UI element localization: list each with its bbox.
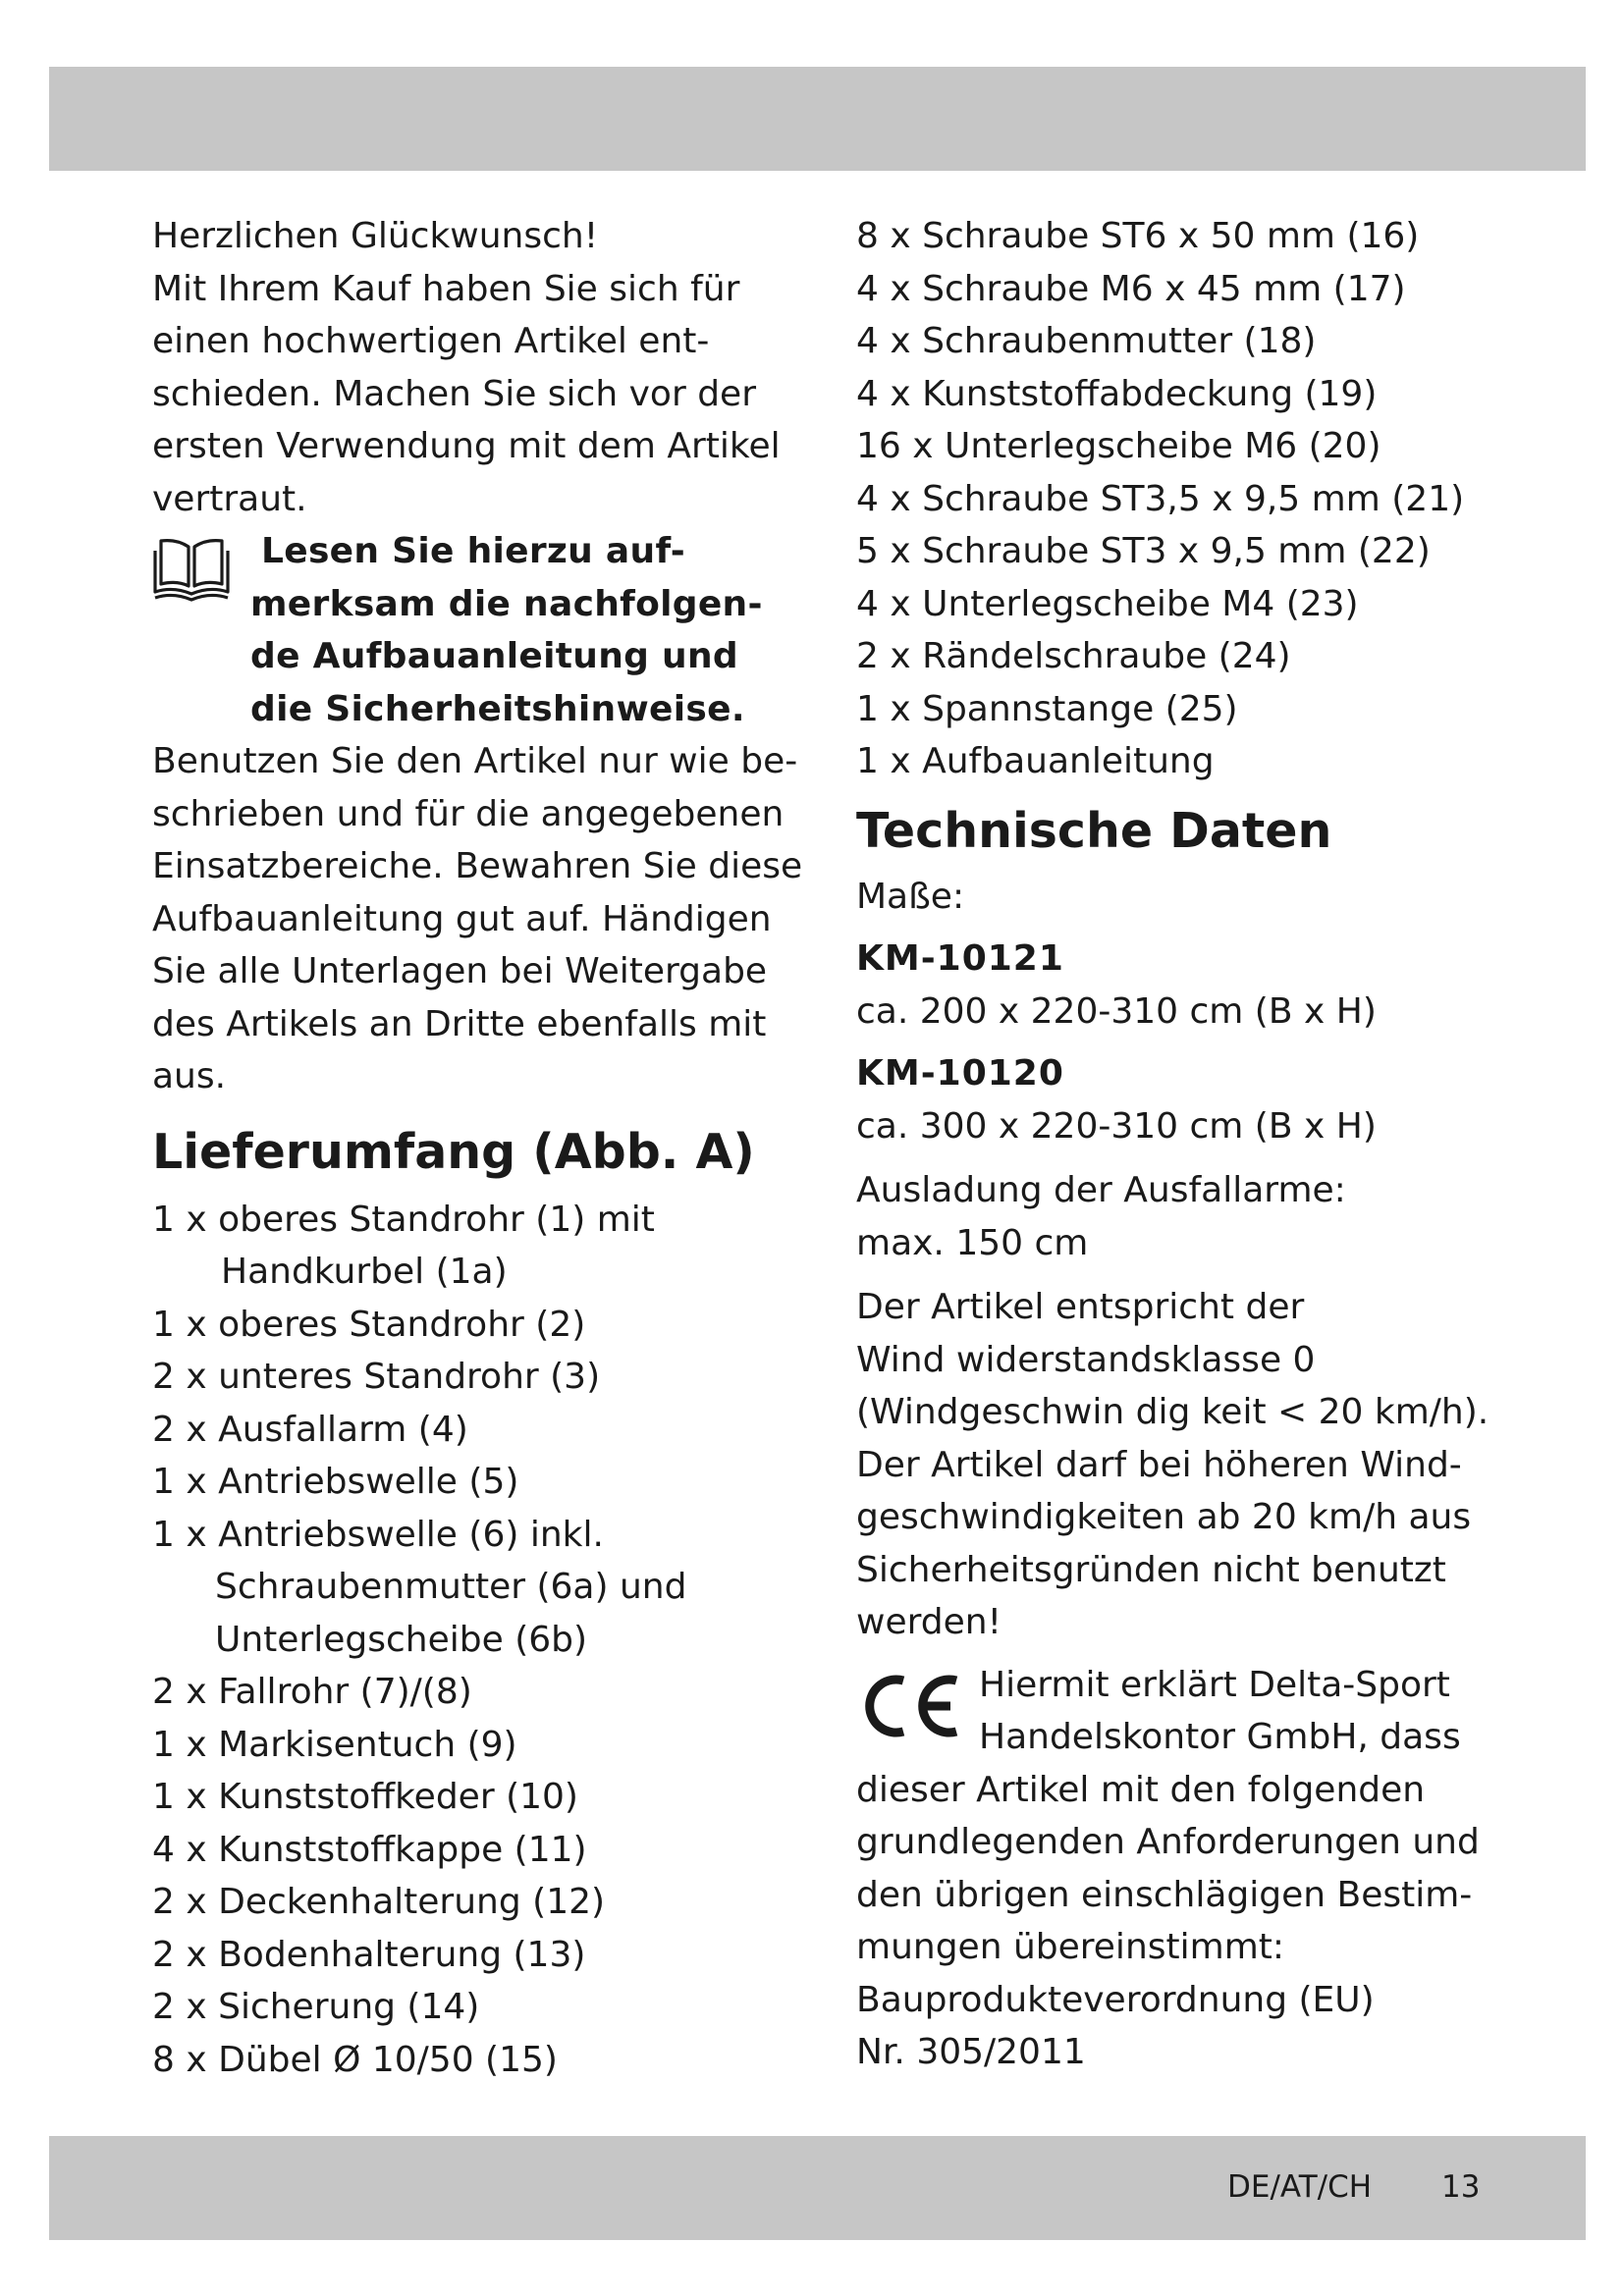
scope-item: 1 x oberes Standrohr (1) mit: [152, 1199, 655, 1240]
usage-line: schrieben und für die angegebenen: [152, 793, 785, 834]
usage-line: des Artikels an Dritte ebenfalls mit: [152, 1003, 767, 1044]
scope-item: 4 x Schraube M6 x 45 mm (17): [856, 268, 1406, 309]
wind-paragraph: [856, 1281, 1494, 1649]
conformity-paragraph: [856, 1764, 1494, 2079]
usage-line: Aufbauanleitung gut auf. Händigen: [152, 898, 772, 939]
usage-line: Einsatzbereiche. Bewahren Sie diese: [152, 846, 803, 886]
scope-item: 4 x Schraubenmutter (18): [856, 321, 1317, 361]
wind-line: werden!: [856, 1602, 1002, 1642]
wind-line: geschwindigkeiten ab 20 km/h aus: [856, 1497, 1472, 1537]
intro-line: einen hochwertigen Artikel ent-: [152, 321, 710, 361]
scope-item: 1 x Markisentuch (9): [152, 1724, 517, 1765]
ce-line: Handelskontor GmbH, dass: [979, 1717, 1461, 1757]
ce-declaration: [856, 1659, 1494, 1764]
scope-item: 4 x Unterlegscheibe M4 (23): [856, 583, 1359, 624]
scope-list-continued: [856, 210, 1494, 788]
scope-item: 1 x Antriebswelle (5): [152, 1462, 519, 1502]
intro-line: schieden. Machen Sie sich vor der: [152, 373, 756, 414]
left-column: [152, 210, 803, 2086]
model-a-number: KM-10121: [856, 938, 1064, 979]
scope-item: 2 x Ausfallarm (4): [152, 1409, 468, 1450]
model-b-size: ca. 300 x 220-310 cm (B x H): [856, 1105, 1377, 1147]
intro-line: Mit Ihrem Kauf haben Sie sich für: [152, 268, 740, 309]
scope-item: Unterlegscheibe (6b): [215, 1619, 588, 1660]
scope-item: 1 x Antriebswelle (6) inkl.: [152, 1514, 604, 1555]
intro-line: ersten Verwendung mit dem Artikel: [152, 426, 781, 466]
scope-item: 2 x Rändelschraube (24): [856, 636, 1291, 676]
model-b-number: KM-10120: [856, 1053, 1064, 1094]
notice-line: die Sicherheitshinweise.: [250, 688, 745, 729]
model-a-size: ca. 200 x 220-310 cm (B x H): [856, 990, 1377, 1032]
scope-list: [152, 1194, 790, 2087]
scope-item: 1 x Spannstange (25): [856, 688, 1238, 729]
intro-line: vertraut.: [152, 478, 307, 519]
conformity-line: Bauprodukteverordnung (EU): [856, 1979, 1375, 2020]
scope-item: 8 x Dübel Ø 10/50 (15): [152, 2039, 558, 2080]
scope-item: 4 x Kunststoffkappe (11): [152, 1829, 587, 1870]
scope-item: Handkurbel (1a): [221, 1252, 508, 1292]
ce-line: Hiermit erklärt Delta-Sport: [979, 1664, 1450, 1705]
scope-item: 2 x Bodenhalterung (13): [152, 1934, 586, 1975]
notice-line: Lesen Sie hierzu auf-: [261, 531, 686, 571]
wind-line: Sicherheitsgründen nicht benutzt: [856, 1549, 1446, 1590]
conformity-line: dieser Artikel mit den folgenden: [856, 1769, 1426, 1810]
wind-line: Der Artikel entspricht der: [856, 1287, 1305, 1327]
conformity-line: grundlegenden Anforderungen und: [856, 1822, 1480, 1862]
read-instructions-notice: [152, 525, 790, 735]
scope-item: Schraubenmutter (6a) und: [215, 1567, 687, 1607]
header-band: [49, 67, 1586, 171]
footer-language: DE/AT/CH: [1227, 2169, 1373, 2205]
scope-item: 16 x Unterlegscheibe M6 (20): [856, 426, 1381, 466]
scope-item: 5 x Schraube ST3 x 9,5 mm (22): [856, 531, 1431, 571]
right-column: [856, 210, 1494, 2079]
conformity-line: Nr. 305/2011: [856, 2032, 1086, 2072]
wind-line: (Windgeschwin dig keit < 20 km/h).: [856, 1392, 1489, 1432]
usage-line: Benutzen Sie den Artikel nur wie be-: [152, 741, 798, 781]
book-icon: [149, 535, 234, 604]
scope-item: 8 x Schraube ST6 x 50 mm (16): [856, 216, 1420, 256]
scope-item: 1 x Kunststoffkeder (10): [152, 1777, 578, 1817]
projection-label: Ausladung der Ausfallarme:: [856, 1170, 1346, 1210]
usage-paragraph: [152, 735, 803, 1103]
wind-line: Wind widerstandsklasse 0: [856, 1339, 1316, 1380]
scope-item: 2 x Sicherung (14): [152, 1987, 480, 2027]
notice-line: de Aufbauanleitung und: [250, 636, 738, 676]
scope-item: 4 x Schraube ST3,5 x 9,5 mm (21): [856, 478, 1465, 519]
intro-line: Herzlichen Glückwunsch!: [152, 216, 599, 256]
page-number: 13: [1441, 2169, 1481, 2205]
conformity-line: mungen übereinstimmt:: [856, 1927, 1285, 1967]
scope-item: 2 x Fallrohr (7)/(8): [152, 1672, 472, 1712]
projection-value: max. 150 cm: [856, 1222, 1089, 1263]
intro-paragraph: [152, 210, 790, 525]
usage-line: Sie alle Unterlagen bei Weitergabe: [152, 951, 768, 991]
scope-item: 1 x Aufbauanleitung: [856, 741, 1215, 781]
conformity-line: den übrigen einschlägigen Bestim-: [856, 1874, 1473, 1915]
usage-line: aus.: [152, 1056, 227, 1096]
scope-item: 4 x Kunststoffabdeckung (19): [856, 373, 1378, 414]
scope-heading: Lieferumfang (Abb. A): [152, 1123, 755, 1180]
ce-mark-icon: [856, 1671, 964, 1741]
dimensions-label: Maße:: [856, 876, 965, 917]
tech-heading: Technische Daten: [856, 802, 1332, 859]
scope-item: 2 x Deckenhalterung (12): [152, 1882, 606, 1922]
scope-item: 2 x unteres Standrohr (3): [152, 1357, 601, 1397]
wind-line: Der Artikel darf bei höheren Wind-: [856, 1444, 1462, 1485]
notice-line: merksam die nachfolgen-: [250, 583, 763, 624]
scope-item: 1 x oberes Standrohr (2): [152, 1304, 586, 1345]
